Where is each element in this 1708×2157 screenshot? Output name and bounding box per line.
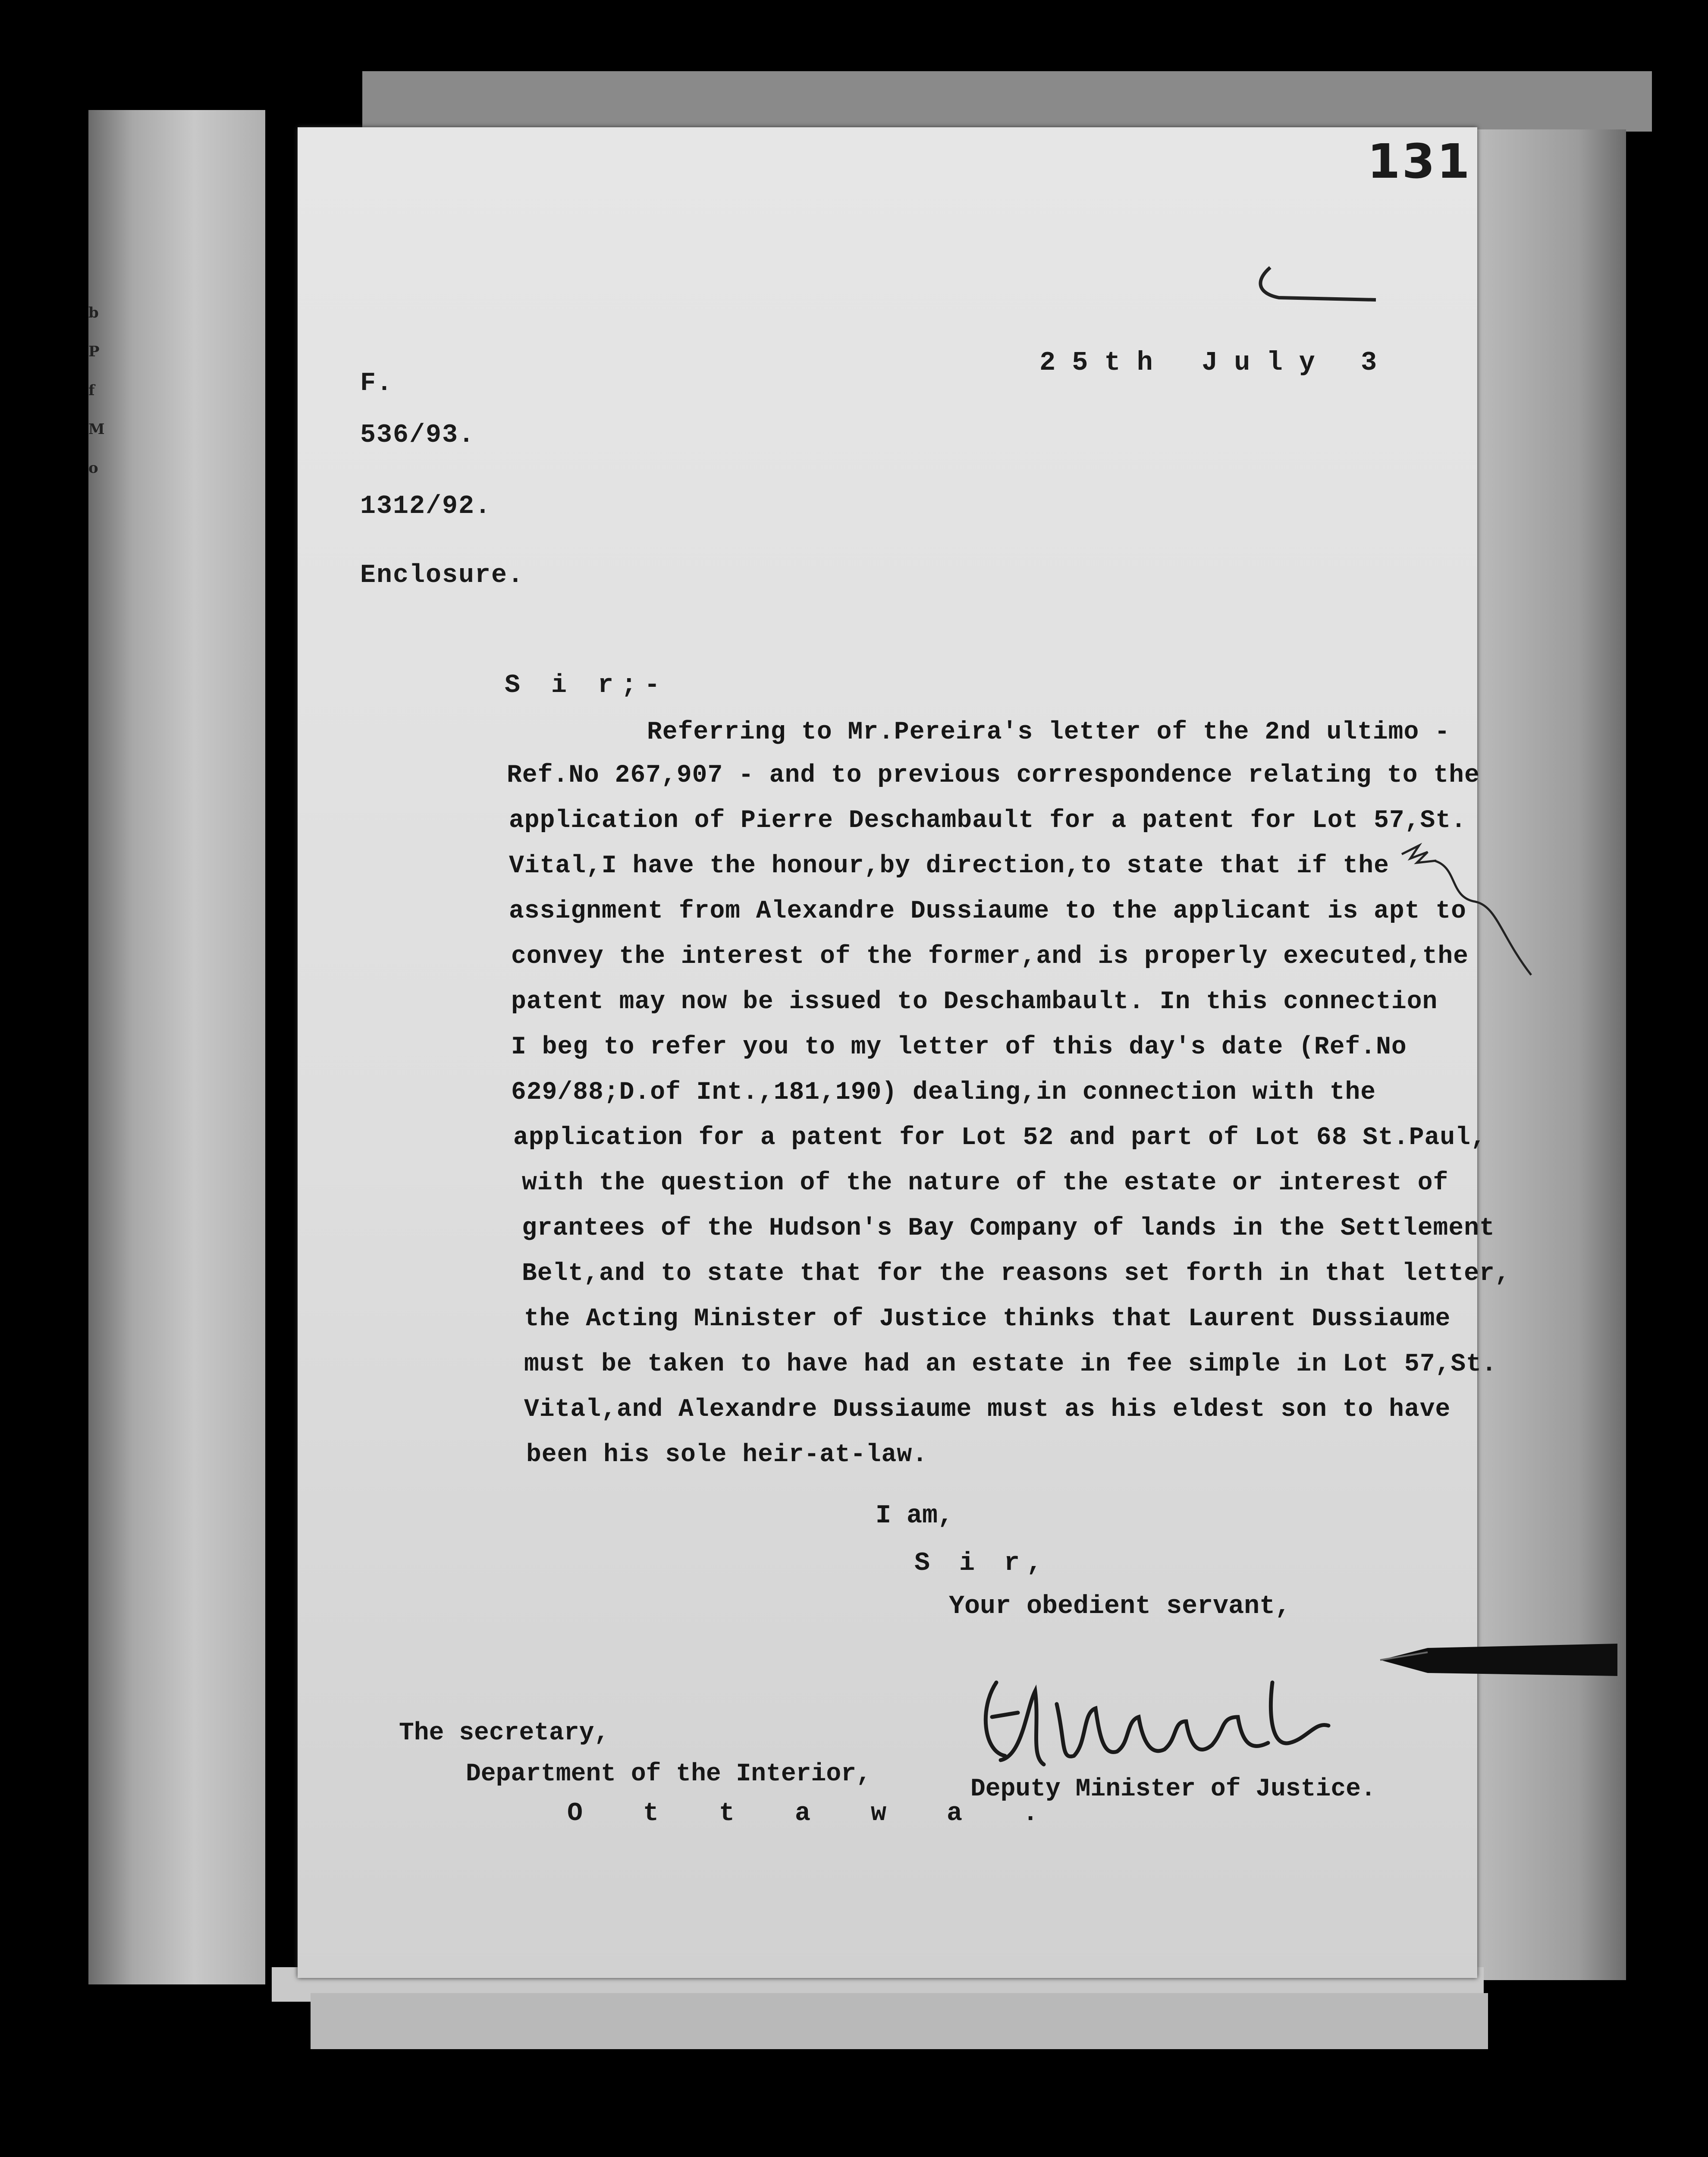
addressee-line: Department of the Interior, — [466, 1760, 871, 1788]
body-line: with the question of the nature of the estate or interest of — [522, 1169, 1449, 1197]
letter-date: 25th July — [1039, 347, 1331, 378]
body-line: must be taken to have had an estate in fee simple in Lot 57,St. — [524, 1350, 1497, 1378]
body-line: Ref.No 267,907 - and to previous correspondence relating to the — [507, 761, 1480, 789]
addressee-city: O t t a w a . — [567, 1799, 1061, 1828]
body-line: grantees of the Hudson's Bay Company of lands in the Settlement — [522, 1214, 1495, 1242]
body-line: Vital,I have the honour,by direction,to state that if the — [509, 852, 1389, 880]
back-sheet-top — [362, 71, 1652, 132]
body-line: convey the interest of the former,and is properly executed,the — [511, 943, 1469, 971]
body-line: been his sole heir-at-law. — [526, 1441, 928, 1469]
signatory-title: Deputy Minister of Justice. — [970, 1775, 1376, 1803]
file-ref: 536/93. — [360, 421, 475, 450]
left-strip-letter: b — [88, 304, 99, 321]
left-strip-letter: M — [88, 421, 105, 438]
closing-sir: S i r, — [914, 1549, 1049, 1578]
page-number: 131 — [1367, 134, 1472, 189]
body-line: I beg to refer you to my letter of this day's date (Ref.No — [511, 1033, 1407, 1061]
body-line: application of Pierre Deschambault for a patent for Lot 57,St. — [509, 807, 1466, 835]
closing-i-am: I am, — [876, 1501, 954, 1531]
body-line: the Acting Minister of Justice thinks that Laurent Dussiaume — [524, 1305, 1451, 1333]
body-line: application for a patent for Lot 52 and part of Lot 68 St.Paul, — [513, 1124, 1486, 1152]
closing-servant: Your obedient servant, — [949, 1592, 1291, 1621]
pencil-hook-mark — [1253, 263, 1378, 311]
addressee-line: The secretary, — [399, 1719, 609, 1747]
body-line: 629/88;D.of Int.,181,190) dealing,in connection with the — [511, 1078, 1376, 1107]
left-strip-letters — [88, 293, 114, 487]
back-sheet-right — [1466, 129, 1626, 1980]
body-line: Vital,and Alexandre Dussiaume must as his eldest son to have — [524, 1396, 1451, 1424]
left-strip-letter: f — [88, 382, 95, 399]
enclosure-note: Enclosure. — [360, 561, 524, 590]
handwritten-signature — [970, 1657, 1367, 1786]
salutation: S i r;- — [505, 671, 668, 700]
body-line: assignment from Alexandre Dussiaume to the applicant is apt to — [509, 897, 1466, 925]
bottom-sheet — [311, 1993, 1488, 2049]
body-line: Referring to Mr.Pereira's letter of the 2nd ultimo - — [647, 718, 1450, 746]
left-page-strip — [88, 110, 265, 1984]
ink-scribble-mark — [1393, 841, 1535, 979]
letter-date-year: 3 — [1361, 347, 1377, 378]
left-strip-letter: P — [88, 343, 100, 360]
left-strip-letter: o — [88, 459, 98, 477]
body-line: patent may now be issued to Deschambault. In this connection — [511, 988, 1438, 1016]
pen-pointer — [1376, 1639, 1617, 1680]
body-line: Belt,and to state that for the reasons set forth in that letter, — [522, 1260, 1510, 1288]
file-ref: F. — [360, 369, 393, 398]
file-ref: 1312/92. — [360, 492, 492, 521]
